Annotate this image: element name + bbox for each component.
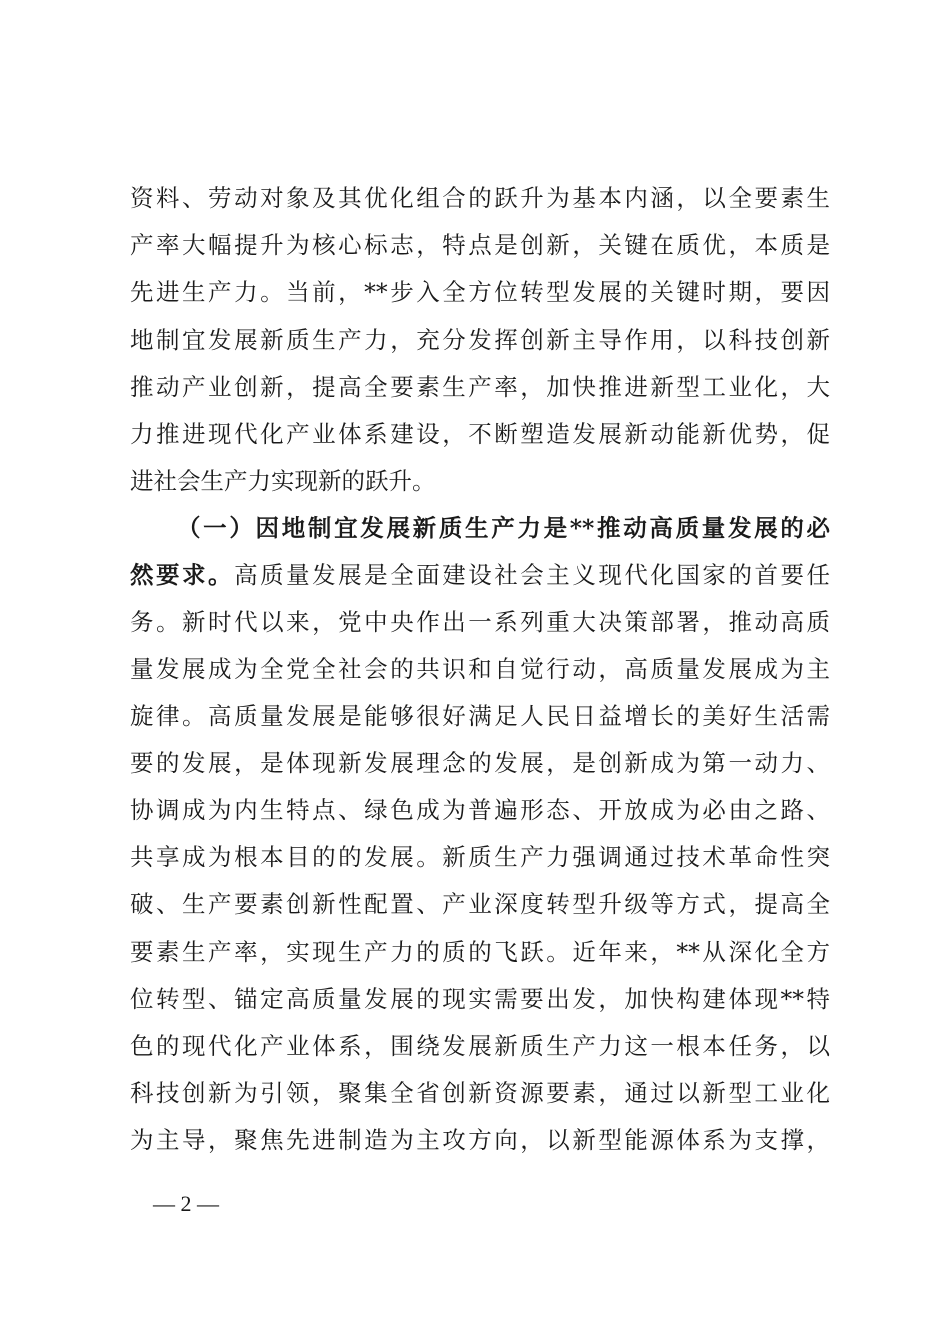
paragraph2-line-2	[130, 558, 830, 592]
paragraph2-line-4: 量发展成为全党全社会的共识和自觉行动，高质量发展成为主	[130, 655, 830, 683]
paragraph1-line-4: 地制宜发展新质生产力，充分发挥创新主导作用，以科技创新	[130, 326, 830, 354]
paragraph2-line-10: 要素生产率，实现生产力的质的飞跃。近年来，**从深化全方	[130, 938, 830, 966]
paragraph2-line-14: 为主导，聚焦先进制造为主攻方向，以新型能源体系为支撑，	[130, 1126, 830, 1154]
section-heading-end: 然要求。	[130, 561, 235, 589]
paragraph1-line-1: 资料、劳动对象及其优化组合的跃升为基本内涵，以全要素生	[130, 184, 830, 212]
paragraph2-line-7: 协调成为内生特点、绿色成为普遍形态、开放成为必由之路、	[130, 796, 830, 824]
paragraph1-line-7: 进社会生产力实现新的跃升。	[130, 467, 436, 495]
paragraph1-line-6: 力推进现代化产业体系建设，不断塑造发展新动能新优势，促	[130, 420, 830, 448]
paragraph1-line-3: 先进生产力。当前，**步入全方位转型发展的关键时期，要因	[130, 278, 830, 306]
paragraph2-line-11: 位转型、锚定高质量发展的现实需要出发，加快构建体现**特	[130, 985, 830, 1013]
paragraph2-line-6: 要的发展，是体现新发展理念的发展，是创新成为第一动力、	[130, 749, 830, 777]
paragraph2-line-13: 科技创新为引领，聚集全省创新资源要素，通过以新型工业化	[130, 1079, 830, 1107]
paragraph2-line-5: 旋律。高质量发展是能够很好满足人民日益增长的美好生活需	[130, 702, 830, 730]
paragraph1-line-2: 产率大幅提升为核心标志，特点是创新，关键在质优，本质是	[130, 231, 830, 259]
paragraph2-line-8: 共享成为根本目的的发展。新质生产力强调通过技术革命性突	[130, 843, 830, 871]
paragraph2-line-9: 破、生产要素创新性配置、产业深度转型升级等方式，提高全	[130, 890, 830, 918]
paragraph1-line-5: 推动产业创新，提高全要素生产率，加快推进新型工业化，大	[130, 373, 830, 401]
paragraph2-line-2-text: 高质量发展是全面建设社会主义现代化国家的首要任	[234, 561, 830, 589]
page-number: — 2 —	[153, 1191, 219, 1216]
paragraph2-line-3: 务。新时代以来，党中央作出一系列重大决策部署，推动高质	[130, 608, 830, 636]
paragraph2-line-12: 色的现代化产业体系，围绕发展新质生产力这一根本任务，以	[130, 1032, 830, 1060]
section-heading-line-1: （一）因地制宜发展新质生产力是**推动高质量发展的必	[177, 514, 830, 542]
